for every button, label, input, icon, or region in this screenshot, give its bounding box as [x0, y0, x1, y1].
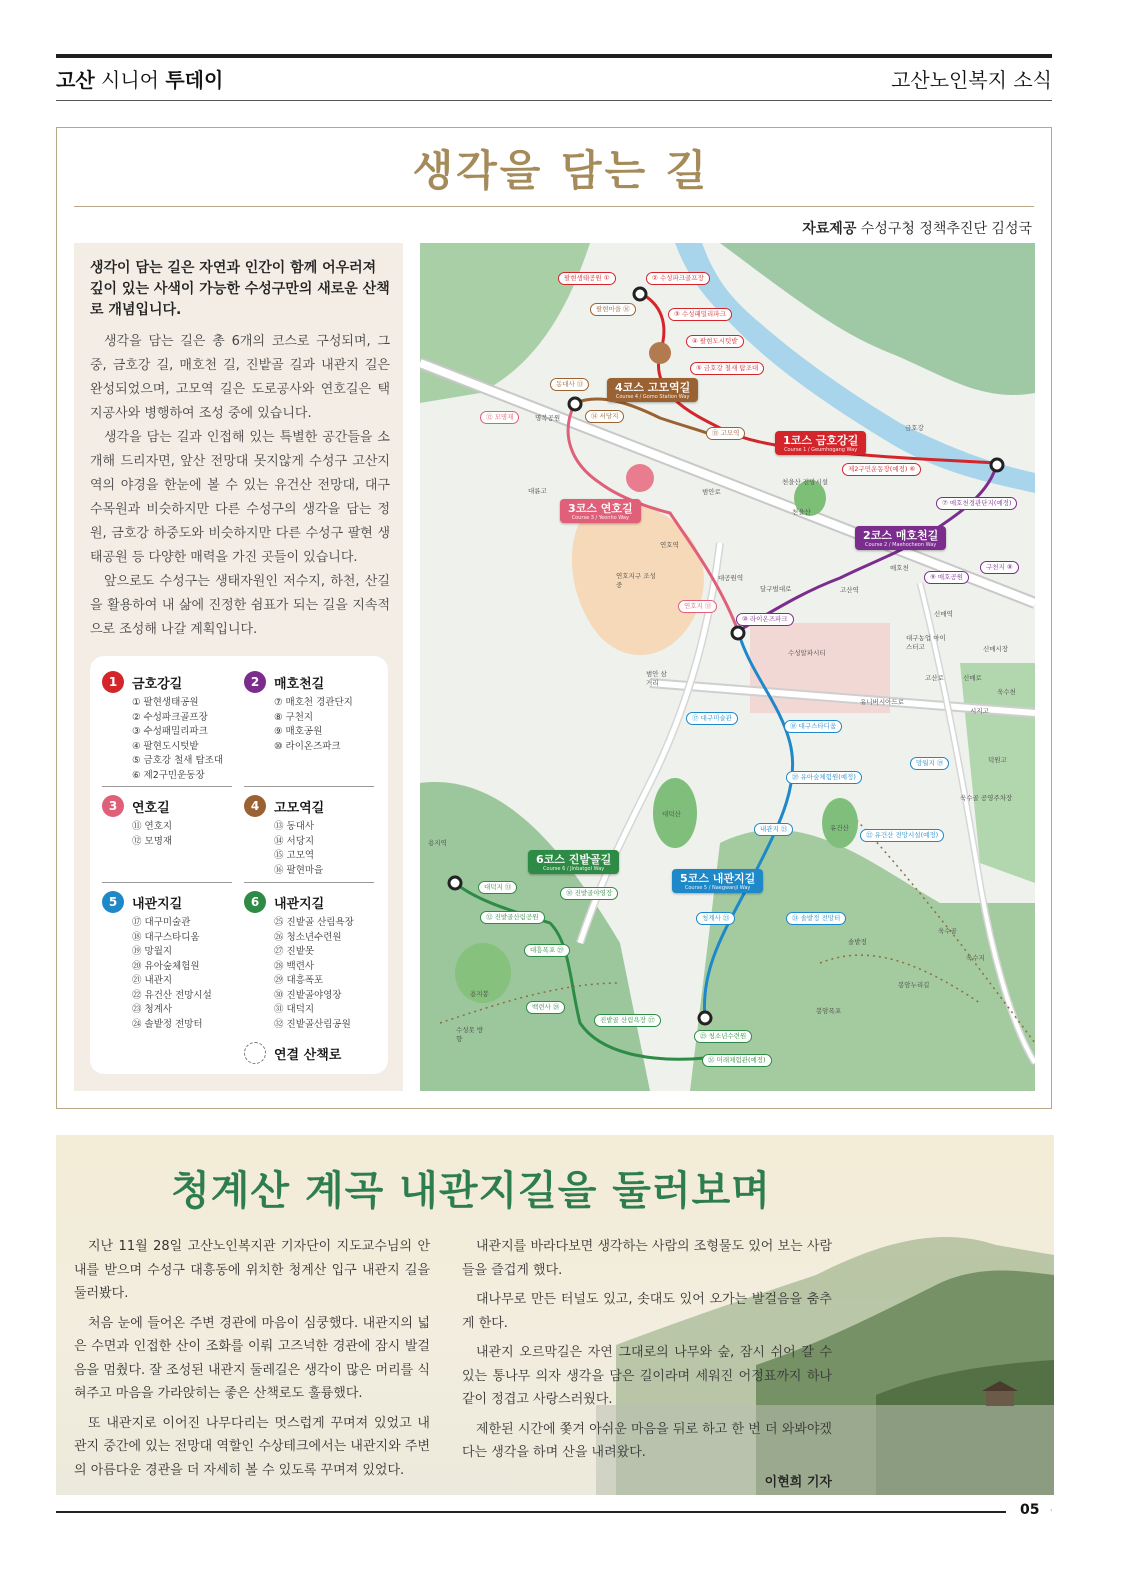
legend-item: ④ 팔현도시텃밭: [132, 740, 199, 752]
map-point: ㉖ 미래체험관(예정): [702, 1054, 772, 1067]
map-point: ㉔ 솔밭정 전망터: [786, 912, 846, 925]
publication-name: 고산 시니어 투데이: [56, 68, 224, 92]
legend-course-4: [244, 794, 324, 878]
legend-connect: 연결 산책로: [244, 1042, 341, 1064]
course-5-badge: 5: [102, 891, 124, 913]
legend-course-name: 내관지길: [274, 896, 325, 912]
page-header: [56, 64, 1052, 94]
legend-course-name: 고모역길: [274, 800, 325, 816]
intro-paragraph: 앞으로도 수성구는 생태자원인 저수지, 하천, 산길을 활용하여 내 삶에 진정한 쉼표가 되는 길을 지속적으로 조성해 나갈 계획입니다.: [90, 574, 390, 637]
map-point: ㉕ 청소년수련원: [694, 1030, 752, 1043]
map-point: ② 수성파크골프장: [646, 272, 710, 285]
legend-item: ⑬ 동대사: [274, 821, 315, 832]
intro-paragraph: 생각을 담는 길과 인접해 있는 특별한 공간들을 소개해 드리자면, 앞산 전망대 못지않게 수성구 고산지역의 야경을 한눈에 볼 수 있는 유건산 전망대, 대구수목원과 비슷하지만 다른 수성구의 생각을 담는 정원, 금호강 하중도와 비슷하지만 다른 수성구 팔현 생태공원 등 다양한 매력을 가진 곳들이 있습니다.: [90, 430, 390, 565]
map-place: 욱수천: [997, 688, 1016, 696]
legend-item: ㉙ 대흥폭포: [274, 975, 324, 986]
legend-item: ㉘ 백련사: [274, 960, 315, 972]
map-point: ⑭ 서당지: [585, 410, 624, 423]
map-point: 팔현마을 ⑯: [590, 303, 636, 316]
course-3-badge: 3: [102, 795, 124, 817]
article-author: 이현희 기자: [764, 1474, 832, 1490]
map-place: 봉암폭포: [816, 1007, 842, 1015]
map-place: 욱수지: [966, 954, 985, 962]
map-place: 용지봉: [470, 990, 489, 998]
map-point: ㉚ 진밭골야영장: [560, 887, 618, 900]
article-paragraph: 처음 눈에 들어온 주변 경관에 마음이 심쿵했다. 내관지의 넓은 수면과 인접한 산이 조화를 이뤄 고즈넉한 경관에 잠시 발걸음을 멈췄다. 잘 조성된 내관지 둘레길은 생각이 많은 머리를 식혀주고 마음을 가라앉히는 좋은 산책로도 훌륭했다.: [74, 1315, 430, 1401]
legend-item: ㉒ 유건산 전망시설: [132, 989, 212, 1001]
lead-text: 생각이 담는 길은 자연과 인간이 함께 어우러져 깊이 있는 사색이 가능한 수성구만의 새로운 산책로 개념입니다.: [90, 260, 390, 318]
article-paragraph: 내관지 오르막길은 자연 그대로의 나무와 숲, 잠시 쉬어 갈 수 있는 통나무 의자 생각을 담은 길이라며 세워진 어정표까지 하나 같이 정겹고 사랑스러웠다.: [462, 1345, 832, 1407]
map-point: ⑳ 유아숲체험원(예정): [786, 771, 862, 784]
legend-item: ⑯ 팔현마을: [274, 864, 324, 876]
map-point: ⑤ 금호강 철새 탐조대: [690, 362, 764, 375]
map-point: ⑰ 대구미술관: [686, 712, 738, 725]
legend-item: ㉓ 청계사: [132, 1004, 173, 1015]
map-place: 달구벌대로: [760, 585, 792, 593]
map-place: 솔밭정: [848, 938, 867, 946]
top-rule: [56, 54, 1052, 58]
map-place: 신매로: [963, 674, 982, 682]
map-point: 제2구민운동장(예정) ⑥: [842, 463, 921, 476]
legend-divider: [244, 786, 374, 787]
map-place: 금호강: [905, 424, 924, 432]
course-legend: [90, 656, 388, 1074]
legend-item: ㉜ 진밭골산림공원: [274, 1018, 351, 1030]
map-place: 대공원역: [718, 574, 744, 582]
map-place: 수성알파시티: [788, 649, 826, 657]
page-number: 05: [1020, 1502, 1040, 1518]
map-place: 욱수골 공영주차장: [960, 794, 1013, 802]
legend-course-name: 금호강길: [132, 676, 183, 692]
legend-item: ㉚ 진밭골야영장: [274, 989, 342, 1001]
map-place: 고산로: [925, 674, 944, 682]
legend-item: ㉔ 솔밭정 전망터: [132, 1018, 203, 1030]
article-column-1: [74, 1235, 430, 1488]
legend-item: ⑨ 매호공원: [274, 726, 323, 737]
legend-item: ㉕ 진밭골 산림욕장: [274, 917, 354, 928]
legend-item: ㉖ 청소년수련원: [274, 931, 342, 943]
map-point: 연호지 ⑪: [678, 600, 717, 613]
legend-item: ⑭ 서당지: [274, 835, 315, 847]
map-place: 대륜고: [528, 487, 547, 495]
map-place: 욱수골: [938, 927, 957, 935]
map-point: ⑩ 라이온즈파크: [736, 613, 794, 626]
map-place: 연호역: [660, 541, 679, 549]
course-1-badge: 1: [102, 671, 124, 693]
legend-item: ⑦ 매호천 경관단지: [274, 697, 353, 708]
map-point: ㉜ 진밭골산림공원: [480, 911, 545, 924]
course-3-label: 3코스 연호길 Course 3 / Yeonho Way: [560, 499, 641, 523]
legend-course-6: [244, 890, 354, 1032]
map-point: ⑮ 고모역: [706, 427, 745, 440]
course-map: [420, 243, 1035, 1091]
course-6-badge: 6: [244, 891, 266, 913]
legend-divider: [102, 786, 232, 787]
map-article-title: 생각을 담는 길: [412, 146, 710, 195]
legend-item: ⑳ 유아숲체험원: [132, 960, 200, 972]
map-place: 범안 삼거리: [646, 670, 667, 687]
legend-course-name: 연호길: [132, 800, 170, 816]
section-name: 고산노인복지 소식: [891, 68, 1052, 92]
map-place: 명복공원: [535, 414, 561, 422]
legend-item: ⑰ 대구미술관: [132, 917, 191, 928]
map-point: ③ 수성패밀리파크: [668, 308, 732, 321]
map-place: 매호천: [890, 564, 909, 572]
article-paragraph: 내관지를 바라다보면 생각하는 사람의 조형물도 있어 보는 사람들을 즐겁게 했다.: [462, 1239, 832, 1278]
dashed-circle-icon: [244, 1042, 266, 1064]
map-point: 구천지 ⑧: [980, 561, 1019, 574]
page-dot: ·: [1050, 1506, 1053, 1515]
course-6-label: 6코스 진밭골길 Course 6 / Jinbatgol Way: [528, 850, 619, 874]
legend-course-name: 매호천길: [274, 676, 325, 692]
legend-course-2: [244, 670, 353, 754]
legend-item: ⑪ 연호지: [132, 821, 173, 832]
legend-item: ⑮ 고모역: [274, 850, 315, 861]
course-4-label: 4코스 고모역길 Course 4 / Gomo Station Way: [607, 378, 698, 402]
article-paragraph: 제한된 시간에 쫓겨 아쉬운 마음을 뒤로 하고 한 번 더 와봐야겠다는 생각을 하며 산을 내려왔다.: [462, 1421, 832, 1460]
course-4-badge: 4: [244, 795, 266, 817]
map-place: 천을산 전망시설: [782, 478, 829, 486]
article-paragraph: 지난 11월 28일 고산노인복지관 기자단이 지도교수님의 안내를 받으며 수성구 대흥동에 위치한 청계산 입구 내관지 길을 둘러봤다.: [74, 1239, 430, 1301]
map-point: 백련사 ㉘: [526, 1001, 565, 1014]
legend-course-1: [102, 670, 223, 783]
course-5-label: 5코스 내관지길 Course 5 / Naegwanji Way: [672, 869, 763, 893]
course-1-label: 1코스 금호강길 Course 1 / Geumhogang Way: [775, 431, 866, 455]
legend-item: ⑥ 제2구민운동장: [132, 769, 205, 781]
course-2-label: 2코스 매호천길 Course 2 / Maehocheon Way: [855, 526, 946, 550]
map-point: 팔현생태공원 ①: [558, 272, 616, 285]
map-place: 연호지구 조성 중: [616, 572, 656, 589]
map-point: 내관지 ㉑: [754, 823, 793, 836]
title-rule: [74, 206, 1034, 207]
map-place: 시지고: [970, 707, 989, 715]
legend-item: ① 팔현생태공원: [132, 697, 199, 708]
legend-course-5: [102, 890, 212, 1032]
map-place: 범안로: [702, 488, 721, 496]
map-point: ⑫ 모명재: [480, 411, 519, 424]
map-place: 신매역: [934, 610, 953, 618]
legend-course-name: 내관지길: [132, 896, 183, 912]
map-point: 진밭골 산림욕장 ㉗: [594, 1014, 661, 1027]
map-point: ⑦ 매호천경관단지(예정): [936, 497, 1017, 510]
legend-divider: [244, 882, 374, 883]
map-point: 망월지 ⑲: [910, 757, 949, 770]
legend-course-3: [102, 794, 172, 849]
map-point: ④ 팔현도시텃밭: [686, 335, 744, 348]
footer-rule: [56, 1511, 1006, 1513]
legend-divider: [102, 882, 232, 883]
map-point: 대흥폭포 ㉙: [524, 944, 570, 957]
map-point: ⑱ 대구스타디움: [784, 720, 842, 733]
map-place: 고산역: [840, 586, 859, 594]
map-place: 대구농업 마이스터고: [906, 634, 946, 651]
legend-item: ③ 수성패밀리파크: [132, 726, 208, 737]
credit-line: 자료제공 수성구청 정책추진단 김성국: [802, 221, 1032, 237]
map-point: ㉒ 유건산 전망시설(예정): [860, 829, 944, 842]
article-paragraph: 대나무로 만든 터널도 있고, 솟대도 있어 오가는 발걸음을 춤추게 한다.: [462, 1292, 832, 1331]
map-place: 용지역: [428, 839, 447, 847]
map-point: 대덕지 ㉛: [478, 881, 517, 894]
bottom-article-title: 청계산 계곡 내관지길을 둘러보며: [171, 1168, 771, 1214]
intro-paragraph: 생각을 담는 길은 총 6개의 코스로 구성되며, 그 중, 금호강 길, 매호천 길, 진밭골 길과 내관지 길은 완성되었으며, 고모역 길은 도로공사와 연호길은 택지공사와 병행하여 조성 중에 있습니다.: [90, 334, 390, 421]
map-place: 대덕산: [662, 810, 681, 818]
map-place: 봉암누리길: [898, 981, 930, 989]
legend-item: ㉗ 진밭못: [274, 946, 315, 957]
legend-item: ⑩ 라이온즈파크: [274, 740, 341, 752]
map-point: ⑨ 매호공원: [924, 571, 969, 584]
course-2-badge: 2: [244, 671, 266, 693]
legend-item: ㉑ 내관지: [132, 975, 173, 986]
map-place: 유니버시아드로: [860, 698, 904, 706]
legend-item: ⑤ 금호강 철새 탐조대: [132, 755, 223, 766]
legend-item: ㉛ 대덕지: [274, 1004, 315, 1015]
map-place: 수성못 방향: [456, 1026, 484, 1043]
legend-item: ⑱ 대구스타디움: [132, 931, 200, 943]
header-rule: [56, 100, 1052, 101]
legend-item: ② 수성파크골프장: [132, 711, 208, 723]
legend-item: ⑧ 구천지: [274, 711, 314, 723]
map-place: 덕원고: [988, 756, 1007, 764]
legend-item: ⑲ 망월지: [132, 946, 173, 957]
map-point: 동대사 ⑬: [550, 378, 589, 391]
legend-item: ⑫ 모명재: [132, 835, 173, 847]
article-column-2: [462, 1235, 832, 1494]
map-place: 천을산: [792, 508, 811, 516]
map-place: 신매시장: [983, 645, 1009, 653]
map-place: 유건산: [830, 824, 849, 832]
article-paragraph: 또 내관지로 이어진 나무다리는 멋스럽게 꾸며져 있었고 내관지 중간에 있는 전망대 역할인 수상테크에서는 내관지와 주변의 아름다운 경관을 더 자세히 볼 수 있도록 꾸며져 있었다.: [74, 1415, 430, 1478]
map-point: 청계사 ㉓: [696, 912, 735, 925]
